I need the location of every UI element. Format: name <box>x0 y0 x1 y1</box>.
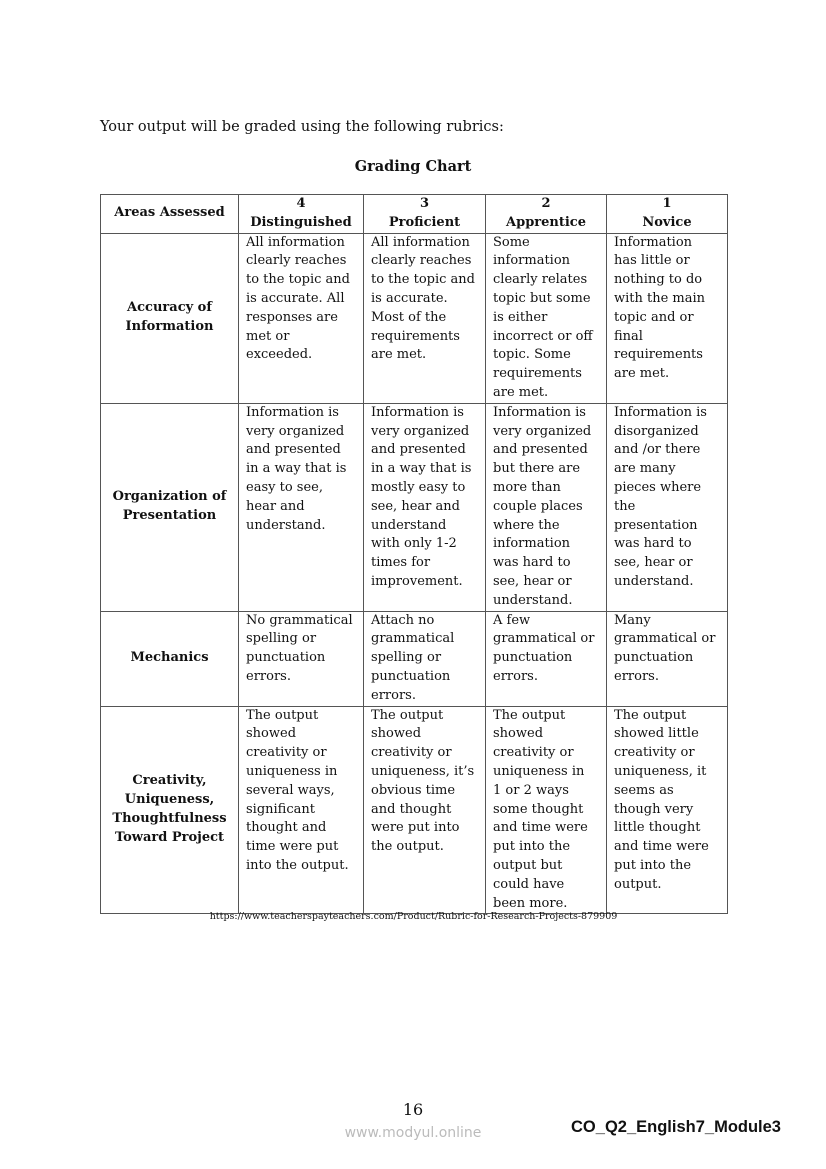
header-level-4: 4 Distinguished <box>239 195 364 234</box>
rubric-cell: Some information clearly relates topic but some is either incorrect or off topic. Some requirements are met. <box>486 233 607 403</box>
area-cell: Accuracy of Information <box>101 233 239 403</box>
table-row <box>101 706 728 914</box>
header-areas-assessed: Areas Assessed <box>101 195 239 234</box>
rubric-cell: Attach no grammatical spelling or punctuation errors. <box>364 611 486 706</box>
rubric-cell: Information is very organized and presented but there are more than couple places where the information was hard to see, hear or understand. <box>486 403 607 611</box>
table-row <box>101 611 728 706</box>
rubric-table <box>100 194 728 914</box>
rubric-cell: Information is disorganized and /or there are many pieces where the presentation was hard to see, hear or understand. <box>607 403 728 611</box>
rubric-cell: All information clearly reaches to the topic and is accurate. Most of the requirements are met. <box>364 233 486 403</box>
rubric-cell: Information is very organized and presented in a way that is mostly easy to see, hear and understand with only 1-2 times for improvement. <box>364 403 486 611</box>
table-row <box>101 403 728 611</box>
rubric-cell: A few grammatical or punctuation errors. <box>486 611 607 706</box>
source-url: https://www.teacherspayteachers.com/Product/Rubric-for-Research-Projects-879909 <box>209 911 618 922</box>
rubric-cell: All information clearly reaches to the topic and is accurate. All responses are met or exceeded. <box>239 233 364 403</box>
header-row <box>101 195 728 234</box>
rubric-cell: No grammatical spelling or punctuation errors. <box>239 611 364 706</box>
header-level-3: 3 Proficient <box>364 195 486 234</box>
chart-title: Grading Chart <box>354 158 472 175</box>
table-row <box>101 233 728 403</box>
intro-text: Your output will be graded using the following rubrics: <box>100 119 504 135</box>
watermark: www.modyul.online <box>344 1125 482 1141</box>
rubric-cell: Many grammatical or punctuation errors. <box>607 611 728 706</box>
rubric-cell: The output showed little creativity or uniqueness, it seems as though very little thought and time were put into the output. <box>607 706 728 914</box>
rubric-cell: Information has little or nothing to do with the main topic and or final requirements are met. <box>607 233 728 403</box>
header-level-2: 2 Apprentice <box>486 195 607 234</box>
rubric-cell: The output showed creativity or uniqueness in several ways, significant thought and time were put into the output. <box>239 706 364 914</box>
rubric-cell: The output showed creativity or uniqueness, it’s obvious time and thought were put into the output. <box>364 706 486 914</box>
header-level-1: 1 Novice <box>607 195 728 234</box>
area-cell: Creativity, Uniqueness, Thoughtfulness Toward Project <box>101 706 239 914</box>
rubric-cell: The output showed creativity or uniqueness in 1 or 2 ways some thought and time were put into the output but could have been more. <box>486 706 607 914</box>
area-cell: Organization of Presentation <box>101 403 239 611</box>
area-cell: Mechanics <box>101 611 239 706</box>
rubric-cell: Information is very organized and presented in a way that is easy to see, hear and understand. <box>239 403 364 611</box>
page-number: 16 <box>402 1100 424 1119</box>
module-code: CO_Q2_English7_Module3 <box>571 1118 781 1136</box>
